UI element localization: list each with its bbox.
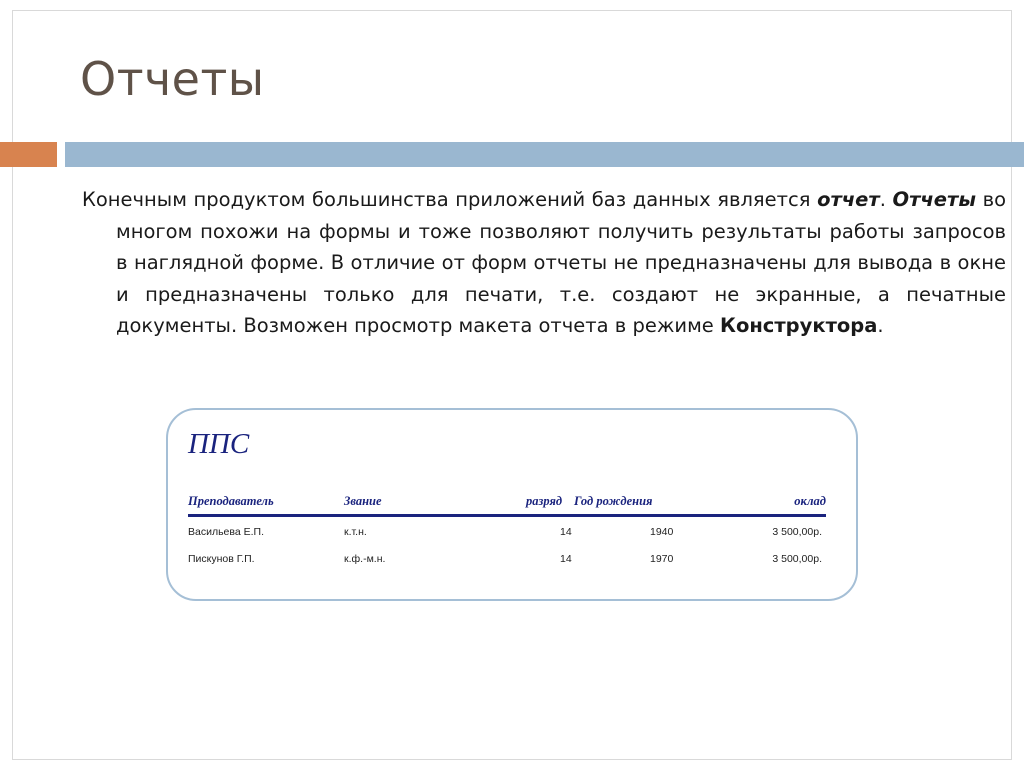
cell-grade: 14 bbox=[560, 553, 572, 565]
cell-rank: к.ф.-м.н. bbox=[344, 553, 386, 565]
report-row bbox=[188, 526, 826, 542]
paragraph-text-1: Конечным продуктом большинства приложений баз данных является bbox=[82, 188, 818, 211]
accent-bar-blue bbox=[65, 142, 1024, 167]
header-grade: разряд bbox=[526, 494, 563, 508]
cell-salary: 3 500,00р. bbox=[772, 553, 822, 565]
header-teacher: Преподаватель bbox=[188, 494, 274, 508]
report-header-row bbox=[188, 494, 826, 514]
paragraph-text-2: . bbox=[879, 188, 893, 211]
paragraph-text-4: . bbox=[877, 314, 884, 337]
cell-birth-year: 1940 bbox=[650, 526, 674, 538]
cell-birth-year: 1970 bbox=[650, 553, 674, 565]
header-birth-year: Год рождения bbox=[574, 494, 653, 508]
term-report: отчет bbox=[817, 188, 880, 211]
term-designer: Конструктора bbox=[720, 314, 878, 337]
cell-grade: 14 bbox=[560, 526, 572, 538]
paragraph-text-3: во многом похожи на формы и тоже позволяют получить результаты работы запросов в наглядной форме. В отличие от форм отчеты не предназначены для вывода в окне и предназначены только для печати, т.е. создают не экранные, а печатные документы. Возможен просмотр макета отчета в режиме bbox=[116, 188, 1007, 337]
report-row bbox=[188, 553, 826, 569]
term-reports: Отчеты bbox=[892, 188, 976, 211]
cell-teacher: Васильева Е.П. bbox=[188, 526, 264, 538]
report-preview bbox=[166, 408, 858, 601]
cell-teacher: Пискунов Г.П. bbox=[188, 553, 255, 565]
cell-salary: 3 500,00р. bbox=[772, 526, 822, 538]
slide-frame bbox=[12, 10, 1012, 760]
header-salary: оклад bbox=[794, 494, 826, 508]
report-title: ППС bbox=[188, 428, 250, 460]
slide-title: Отчеты bbox=[80, 52, 265, 106]
cell-rank: к.т.н. bbox=[344, 526, 367, 538]
accent-bar-orange bbox=[0, 142, 57, 167]
header-rank: Звание bbox=[344, 494, 382, 508]
report-header-rule bbox=[188, 514, 826, 517]
body-paragraph bbox=[82, 184, 1006, 342]
